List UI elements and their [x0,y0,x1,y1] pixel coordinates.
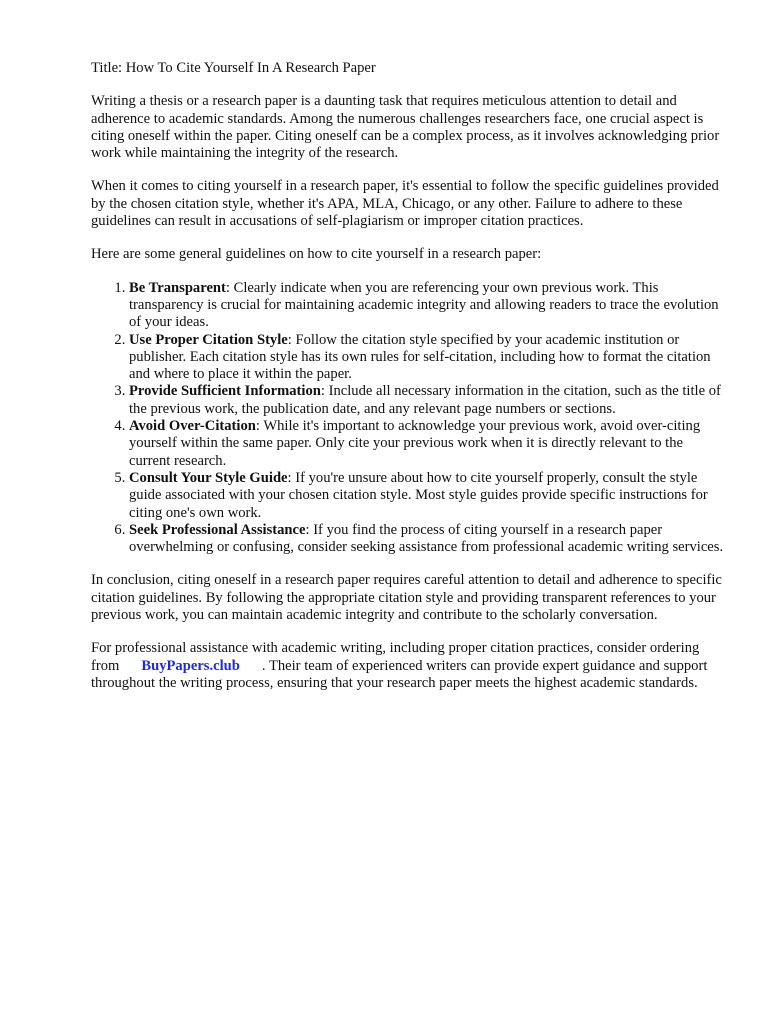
list-item-title: Seek Professional Assistance [129,521,306,538]
guidelines-lead-in: Here are some general guidelines on how to cite yourself in a research paper: [91,246,542,263]
list-item-separator: : [320,383,325,400]
list-item-text: Include all necessary information in the citation, such as the title of the previous work, the publication date, and any relevant page numbers or sections. [129,383,721,417]
guidelines-context-paragraph: When it comes to citing yourself in a research paper, it's essential to follow the specific guidelines provided by the chosen citation style, whether it's APA, MLA, Chicago, or any other. Failure to adhere to these guidelines can result in accusations of self-plagiarism or improper citation practices. [91,178,719,230]
list-item [129,280,727,332]
list-item-separator: : [225,279,230,296]
closing-text-after-link: . Their team of experienced writers can provide expert guidance and support throughout the writing process, ensuring that your research paper meets the highest academic standards. [91,657,708,691]
document-page [91,60,727,708]
list-item [129,470,727,522]
list-item-title: Be Transparent [129,279,226,296]
list-item-separator: : [287,469,292,486]
list-item [129,332,727,384]
conclusion-paragraph: In conclusion, citing oneself in a research paper requires careful attention to detail and adherence to specific citation guidelines. By following the appropriate citation style and providing transparent references to your previous work, you can maintain academic integrity and contribute to the scholarly conversation. [91,572,722,624]
list-item-separator: : [305,521,310,538]
buypapers-link[interactable]: BuyPapers.club [141,657,240,674]
list-item-text: If you're unsure about how to cite yourself properly, consult the style guide associated with your chosen citation style. Most style guides provide specific instructions for citing one's own work. [129,469,708,521]
list-item-text: Follow the citation style specified by your academic institution or publisher. Each citation style has its own rules for self-citation, including how to format the citation and where to place it within the paper. [129,331,711,383]
list-item [129,522,727,557]
list-item-text: Clearly indicate when you are referencing your own previous work. This transparency is crucial for maintaining academic integrity and allowing readers to trace the evolution of your ideas. [129,279,719,331]
list-item-text: If you find the process of citing yourself in a research paper overwhelming or confusing, consider seeking assistance from professional academic writing services. [129,521,724,556]
document-title: Title: How To Cite Yourself In A Research Paper [91,60,376,76]
list-item-title: Provide Sufficient Information [129,383,321,400]
list-item-text: While it's important to acknowledge your previous work, avoid over-citing yourself within the same paper. Only cite your previous work when it is directly relevant to the current research. [129,418,701,469]
list-item-title: Avoid Over-Citation [129,418,256,435]
list-item [129,418,727,470]
list-item-title: Consult Your Style Guide [129,469,288,486]
list-item-title: Use Proper Citation Style [129,331,288,348]
intro-paragraph: Writing a thesis or a research paper is a daunting task that requires meticulous attention to detail and adherence to academic standards. Among the numerous challenges researchers face, one crucial aspect is citing oneself within the paper. Citing oneself can be a complex process, as it involves acknowledging prior work while maintaining the integrity of the research. [91,93,720,162]
guidelines-list [91,280,727,557]
list-item-separator: : [287,331,292,348]
list-item-separator: : [255,418,260,435]
closing-paragraph [91,640,727,692]
closing-text-before-link: For professional assistance with academic writing, including proper citation practices, consider ordering from [91,640,700,674]
list-item [129,383,727,418]
